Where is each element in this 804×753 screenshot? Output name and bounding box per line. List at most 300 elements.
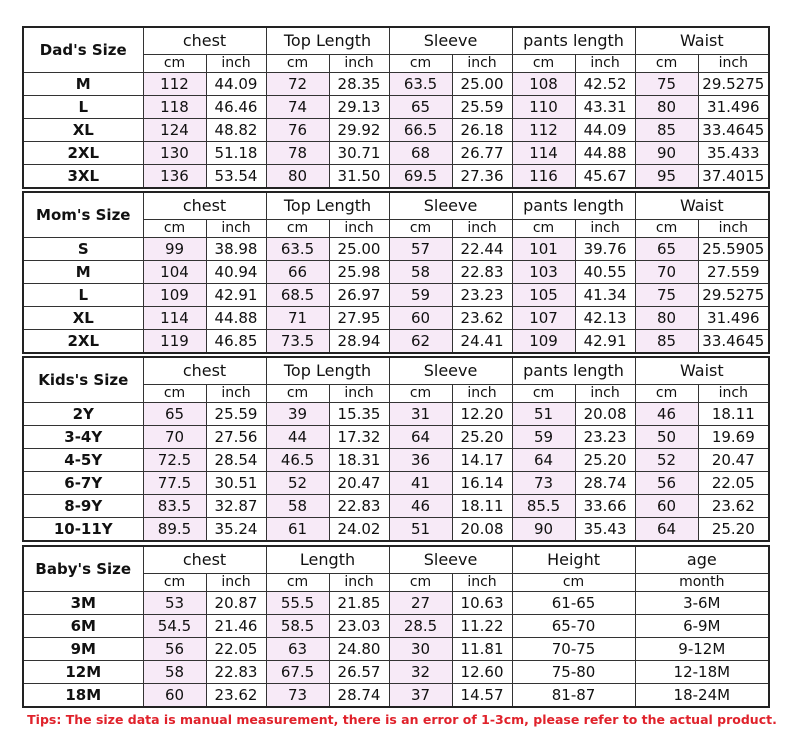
unit-label: inch (329, 574, 389, 592)
unit-label: inch (329, 385, 389, 403)
size-value: 27.56 (206, 426, 266, 449)
table-row (23, 119, 769, 142)
size-value: 39 (266, 403, 329, 426)
size-value: 27.95 (329, 307, 389, 330)
size-value: 61-65 (512, 592, 635, 615)
size-value: 37 (389, 684, 452, 708)
unit-label: cm (143, 574, 206, 592)
table-row (23, 449, 769, 472)
size-value: 54.5 (143, 615, 206, 638)
size-value: 74 (266, 96, 329, 119)
table-row (23, 403, 769, 426)
size-value: 31.496 (698, 96, 769, 119)
size-value: 52 (635, 449, 698, 472)
size-value: 78 (266, 142, 329, 165)
size-value: 39.76 (575, 238, 635, 261)
unit-label: cm (389, 55, 452, 73)
unit-label: cm (512, 55, 575, 73)
size-value: 27 (389, 592, 452, 615)
size-value: 90 (512, 518, 575, 542)
size-value: 130 (143, 142, 206, 165)
unit-label: inch (206, 220, 266, 238)
size-value: 90 (635, 142, 698, 165)
size-value: 56 (635, 472, 698, 495)
size-value: 42.91 (575, 330, 635, 354)
size-value: 64 (512, 449, 575, 472)
size-value: 22.05 (206, 638, 266, 661)
size-value: 33.66 (575, 495, 635, 518)
size-value: 19.69 (698, 426, 769, 449)
table-row (23, 165, 769, 189)
size-value: 27.559 (698, 261, 769, 284)
table-row (23, 330, 769, 354)
size-value: 71 (266, 307, 329, 330)
size-value: 85.5 (512, 495, 575, 518)
unit-label: inch (575, 220, 635, 238)
table-row (23, 615, 769, 638)
size-value: 80 (266, 165, 329, 189)
size-value: 62 (389, 330, 452, 354)
size-value: 44 (266, 426, 329, 449)
unit-label: cm (266, 220, 329, 238)
size-value: 25.20 (698, 518, 769, 542)
unit-label: inch (452, 574, 512, 592)
size-value: 41 (389, 472, 452, 495)
table-row (23, 495, 769, 518)
size-value: 112 (143, 73, 206, 96)
size-value: 104 (143, 261, 206, 284)
measure-header: age (635, 546, 769, 574)
table-row (23, 238, 769, 261)
unit-label: cm (512, 574, 635, 592)
size-value: 55.5 (266, 592, 329, 615)
size-value: 29.5275 (698, 73, 769, 96)
tips-note: Tips: The size data is manual measurement, there is an error of 1-3cm, please refer to the actual product. (27, 712, 777, 727)
size-value: 75 (635, 73, 698, 96)
size-value: 36 (389, 449, 452, 472)
size-value: 53 (143, 592, 206, 615)
size-value: 68 (389, 142, 452, 165)
size-value: 42.91 (206, 284, 266, 307)
size-value: 12.60 (452, 661, 512, 684)
size-value: 85 (635, 119, 698, 142)
size-value: 48.82 (206, 119, 266, 142)
measure-header: Sleeve (389, 27, 512, 55)
size-value: 69.5 (389, 165, 452, 189)
unit-label: cm (266, 55, 329, 73)
unit-label: cm (512, 220, 575, 238)
size-value: 23.03 (329, 615, 389, 638)
size-value: 11.81 (452, 638, 512, 661)
size-value: 42.52 (575, 73, 635, 96)
measure-header: Top Length (266, 27, 389, 55)
table-header-row (23, 546, 769, 574)
size-value: 28.35 (329, 73, 389, 96)
size-value: 23.23 (575, 426, 635, 449)
kids-size-table (22, 356, 770, 542)
size-value: 25.98 (329, 261, 389, 284)
size-value: 17.32 (329, 426, 389, 449)
table-title: Baby's Size (23, 546, 143, 592)
size-value: 59 (389, 284, 452, 307)
size-value: 53.54 (206, 165, 266, 189)
table-row (23, 518, 769, 542)
size-value: 109 (143, 284, 206, 307)
size-value: 63 (266, 638, 329, 661)
size-value: 73 (512, 472, 575, 495)
size-label: S (23, 238, 143, 261)
size-value: 14.17 (452, 449, 512, 472)
size-value: 65-70 (512, 615, 635, 638)
size-value: 101 (512, 238, 575, 261)
size-value: 59 (512, 426, 575, 449)
table-row (23, 96, 769, 119)
size-label: 8-9Y (23, 495, 143, 518)
size-value: 89.5 (143, 518, 206, 542)
size-value: 103 (512, 261, 575, 284)
size-label: XL (23, 119, 143, 142)
size-value: 80 (635, 307, 698, 330)
size-label: 3M (23, 592, 143, 615)
unit-label: cm (635, 220, 698, 238)
size-value: 29.13 (329, 96, 389, 119)
size-value: 110 (512, 96, 575, 119)
size-value: 60 (389, 307, 452, 330)
unit-label: inch (575, 385, 635, 403)
table-title: Kids's Size (23, 357, 143, 403)
measure-header: Waist (635, 27, 769, 55)
size-value: 23.62 (206, 684, 266, 708)
unit-label: inch (329, 55, 389, 73)
size-value: 85 (635, 330, 698, 354)
unit-label: inch (452, 385, 512, 403)
size-label: 6M (23, 615, 143, 638)
size-value: 23.62 (698, 495, 769, 518)
size-value: 70-75 (512, 638, 635, 661)
size-value: 25.5905 (698, 238, 769, 261)
size-label: 3XL (23, 165, 143, 189)
size-value: 12.20 (452, 403, 512, 426)
size-value: 65 (635, 238, 698, 261)
size-value: 35.24 (206, 518, 266, 542)
size-value: 21.46 (206, 615, 266, 638)
measure-header: pants length (512, 27, 635, 55)
measure-header: Top Length (266, 192, 389, 220)
size-value: 25.00 (329, 238, 389, 261)
size-value: 70 (143, 426, 206, 449)
size-value: 70 (635, 261, 698, 284)
unit-label: cm (143, 55, 206, 73)
table-title: Dad's Size (23, 27, 143, 73)
table-row (23, 73, 769, 96)
size-value: 28.5 (389, 615, 452, 638)
size-value: 51 (389, 518, 452, 542)
size-value: 46.46 (206, 96, 266, 119)
size-value: 40.94 (206, 261, 266, 284)
size-value: 18.11 (698, 403, 769, 426)
size-value: 30.51 (206, 472, 266, 495)
unit-label: cm (143, 220, 206, 238)
size-value: 16.14 (452, 472, 512, 495)
size-label: L (23, 96, 143, 119)
size-value: 22.05 (698, 472, 769, 495)
size-value: 45.67 (575, 165, 635, 189)
size-value: 26.97 (329, 284, 389, 307)
table-row (23, 684, 769, 708)
size-label: 2XL (23, 330, 143, 354)
size-value: 44.88 (206, 307, 266, 330)
size-value: 25.20 (575, 449, 635, 472)
measure-header: Sleeve (389, 192, 512, 220)
size-value: 11.22 (452, 615, 512, 638)
size-value: 105 (512, 284, 575, 307)
table-row (23, 661, 769, 684)
size-value: 42.13 (575, 307, 635, 330)
size-value: 18-24M (635, 684, 769, 708)
size-value: 46 (635, 403, 698, 426)
size-value: 12-18M (635, 661, 769, 684)
unit-label: month (635, 574, 769, 592)
size-value: 23.23 (452, 284, 512, 307)
size-value: 10.63 (452, 592, 512, 615)
mom-size-table (22, 191, 770, 354)
size-value: 22.83 (329, 495, 389, 518)
measure-header: Sleeve (389, 546, 512, 574)
size-value: 41.34 (575, 284, 635, 307)
table-row (23, 472, 769, 495)
size-value: 56 (143, 638, 206, 661)
size-value: 58 (266, 495, 329, 518)
measure-header: chest (143, 357, 266, 385)
size-value: 22.44 (452, 238, 512, 261)
measure-header: Height (512, 546, 635, 574)
unit-label: cm (143, 385, 206, 403)
table-title: Mom's Size (23, 192, 143, 238)
size-value: 124 (143, 119, 206, 142)
size-value: 20.87 (206, 592, 266, 615)
unit-label: inch (206, 55, 266, 73)
size-value: 65 (143, 403, 206, 426)
size-value: 25.59 (206, 403, 266, 426)
unit-label: cm (266, 385, 329, 403)
table-row (23, 592, 769, 615)
size-value: 33.4645 (698, 330, 769, 354)
unit-label: cm (512, 385, 575, 403)
unit-label: inch (329, 220, 389, 238)
unit-label: cm (635, 55, 698, 73)
size-value: 118 (143, 96, 206, 119)
unit-label: inch (698, 220, 769, 238)
unit-label: inch (452, 220, 512, 238)
size-value: 58.5 (266, 615, 329, 638)
size-value: 99 (143, 238, 206, 261)
size-value: 52 (266, 472, 329, 495)
size-value: 14.57 (452, 684, 512, 708)
size-value: 21.85 (329, 592, 389, 615)
size-label: 9M (23, 638, 143, 661)
size-value: 29.92 (329, 119, 389, 142)
size-value: 38.98 (206, 238, 266, 261)
size-value: 30 (389, 638, 452, 661)
size-value: 76 (266, 119, 329, 142)
unit-label: inch (698, 385, 769, 403)
size-value: 73 (266, 684, 329, 708)
size-value: 57 (389, 238, 452, 261)
size-value: 50 (635, 426, 698, 449)
size-value: 67.5 (266, 661, 329, 684)
size-value: 18.31 (329, 449, 389, 472)
measure-header: chest (143, 192, 266, 220)
size-value: 31 (389, 403, 452, 426)
table-header-row (23, 357, 769, 385)
size-value: 28.94 (329, 330, 389, 354)
measure-header: Waist (635, 357, 769, 385)
measure-header: pants length (512, 192, 635, 220)
size-value: 20.08 (575, 403, 635, 426)
size-value: 32 (389, 661, 452, 684)
size-value: 72 (266, 73, 329, 96)
measure-header: chest (143, 546, 266, 574)
size-value: 15.35 (329, 403, 389, 426)
size-value: 33.4645 (698, 119, 769, 142)
size-value: 18.11 (452, 495, 512, 518)
size-label: 2Y (23, 403, 143, 426)
size-value: 114 (512, 142, 575, 165)
unit-label: cm (635, 385, 698, 403)
size-value: 25.59 (452, 96, 512, 119)
size-value: 32.87 (206, 495, 266, 518)
size-value: 75 (635, 284, 698, 307)
measure-header: Sleeve (389, 357, 512, 385)
size-value: 43.31 (575, 96, 635, 119)
unit-label: inch (698, 55, 769, 73)
size-value: 68.5 (266, 284, 329, 307)
size-value: 44.09 (575, 119, 635, 142)
size-value: 66.5 (389, 119, 452, 142)
size-value: 51 (512, 403, 575, 426)
size-value: 65 (389, 96, 452, 119)
size-value: 60 (143, 684, 206, 708)
size-value: 83.5 (143, 495, 206, 518)
size-value: 3-6M (635, 592, 769, 615)
size-value: 114 (143, 307, 206, 330)
size-value: 27.36 (452, 165, 512, 189)
table-row (23, 638, 769, 661)
table-row (23, 284, 769, 307)
table-row (23, 426, 769, 449)
size-label: 6-7Y (23, 472, 143, 495)
size-value: 31.50 (329, 165, 389, 189)
size-label: 18M (23, 684, 143, 708)
measure-header: pants length (512, 357, 635, 385)
unit-label: cm (389, 385, 452, 403)
size-label: 10-11Y (23, 518, 143, 542)
size-value: 40.55 (575, 261, 635, 284)
size-value: 22.83 (206, 661, 266, 684)
size-value: 73.5 (266, 330, 329, 354)
size-value: 63.5 (266, 238, 329, 261)
size-value: 109 (512, 330, 575, 354)
unit-label: inch (206, 385, 266, 403)
unit-label: inch (206, 574, 266, 592)
unit-label: inch (575, 55, 635, 73)
size-value: 22.83 (452, 261, 512, 284)
size-value: 80 (635, 96, 698, 119)
size-value: 116 (512, 165, 575, 189)
size-value: 30.71 (329, 142, 389, 165)
unit-label: cm (389, 220, 452, 238)
table-row (23, 261, 769, 284)
size-value: 95 (635, 165, 698, 189)
size-label: M (23, 261, 143, 284)
size-value: 136 (143, 165, 206, 189)
dad-size-table (22, 26, 770, 189)
size-value: 37.4015 (698, 165, 769, 189)
size-label: L (23, 284, 143, 307)
size-value: 26.77 (452, 142, 512, 165)
size-value: 24.80 (329, 638, 389, 661)
size-value: 112 (512, 119, 575, 142)
size-value: 44.09 (206, 73, 266, 96)
size-value: 28.54 (206, 449, 266, 472)
size-value: 46.85 (206, 330, 266, 354)
size-value: 26.18 (452, 119, 512, 142)
size-value: 75-80 (512, 661, 635, 684)
measure-header: Length (266, 546, 389, 574)
size-value: 46.5 (266, 449, 329, 472)
measure-header: Top Length (266, 357, 389, 385)
size-value: 20.47 (329, 472, 389, 495)
baby-size-table (22, 545, 770, 708)
size-label: 12M (23, 661, 143, 684)
size-value: 64 (635, 518, 698, 542)
table-row (23, 142, 769, 165)
size-value: 35.43 (575, 518, 635, 542)
measure-header: chest (143, 27, 266, 55)
size-value: 60 (635, 495, 698, 518)
size-value: 29.5275 (698, 284, 769, 307)
size-value: 24.41 (452, 330, 512, 354)
unit-label: cm (266, 574, 329, 592)
size-value: 58 (143, 661, 206, 684)
size-label: 3-4Y (23, 426, 143, 449)
unit-label: inch (452, 55, 512, 73)
size-value: 64 (389, 426, 452, 449)
size-value: 44.88 (575, 142, 635, 165)
size-value: 72.5 (143, 449, 206, 472)
size-value: 46 (389, 495, 452, 518)
table-header-row (23, 27, 769, 55)
size-label: M (23, 73, 143, 96)
size-value: 24.02 (329, 518, 389, 542)
size-value: 20.47 (698, 449, 769, 472)
table-row (23, 307, 769, 330)
size-value: 81-87 (512, 684, 635, 708)
size-value: 107 (512, 307, 575, 330)
table-header-row (23, 192, 769, 220)
size-value: 66 (266, 261, 329, 284)
unit-label: cm (389, 574, 452, 592)
size-value: 20.08 (452, 518, 512, 542)
size-value: 61 (266, 518, 329, 542)
size-value: 28.74 (329, 684, 389, 708)
size-value: 51.18 (206, 142, 266, 165)
size-value: 31.496 (698, 307, 769, 330)
measure-header: Waist (635, 192, 769, 220)
size-value: 9-12M (635, 638, 769, 661)
size-value: 25.00 (452, 73, 512, 96)
size-value: 23.62 (452, 307, 512, 330)
